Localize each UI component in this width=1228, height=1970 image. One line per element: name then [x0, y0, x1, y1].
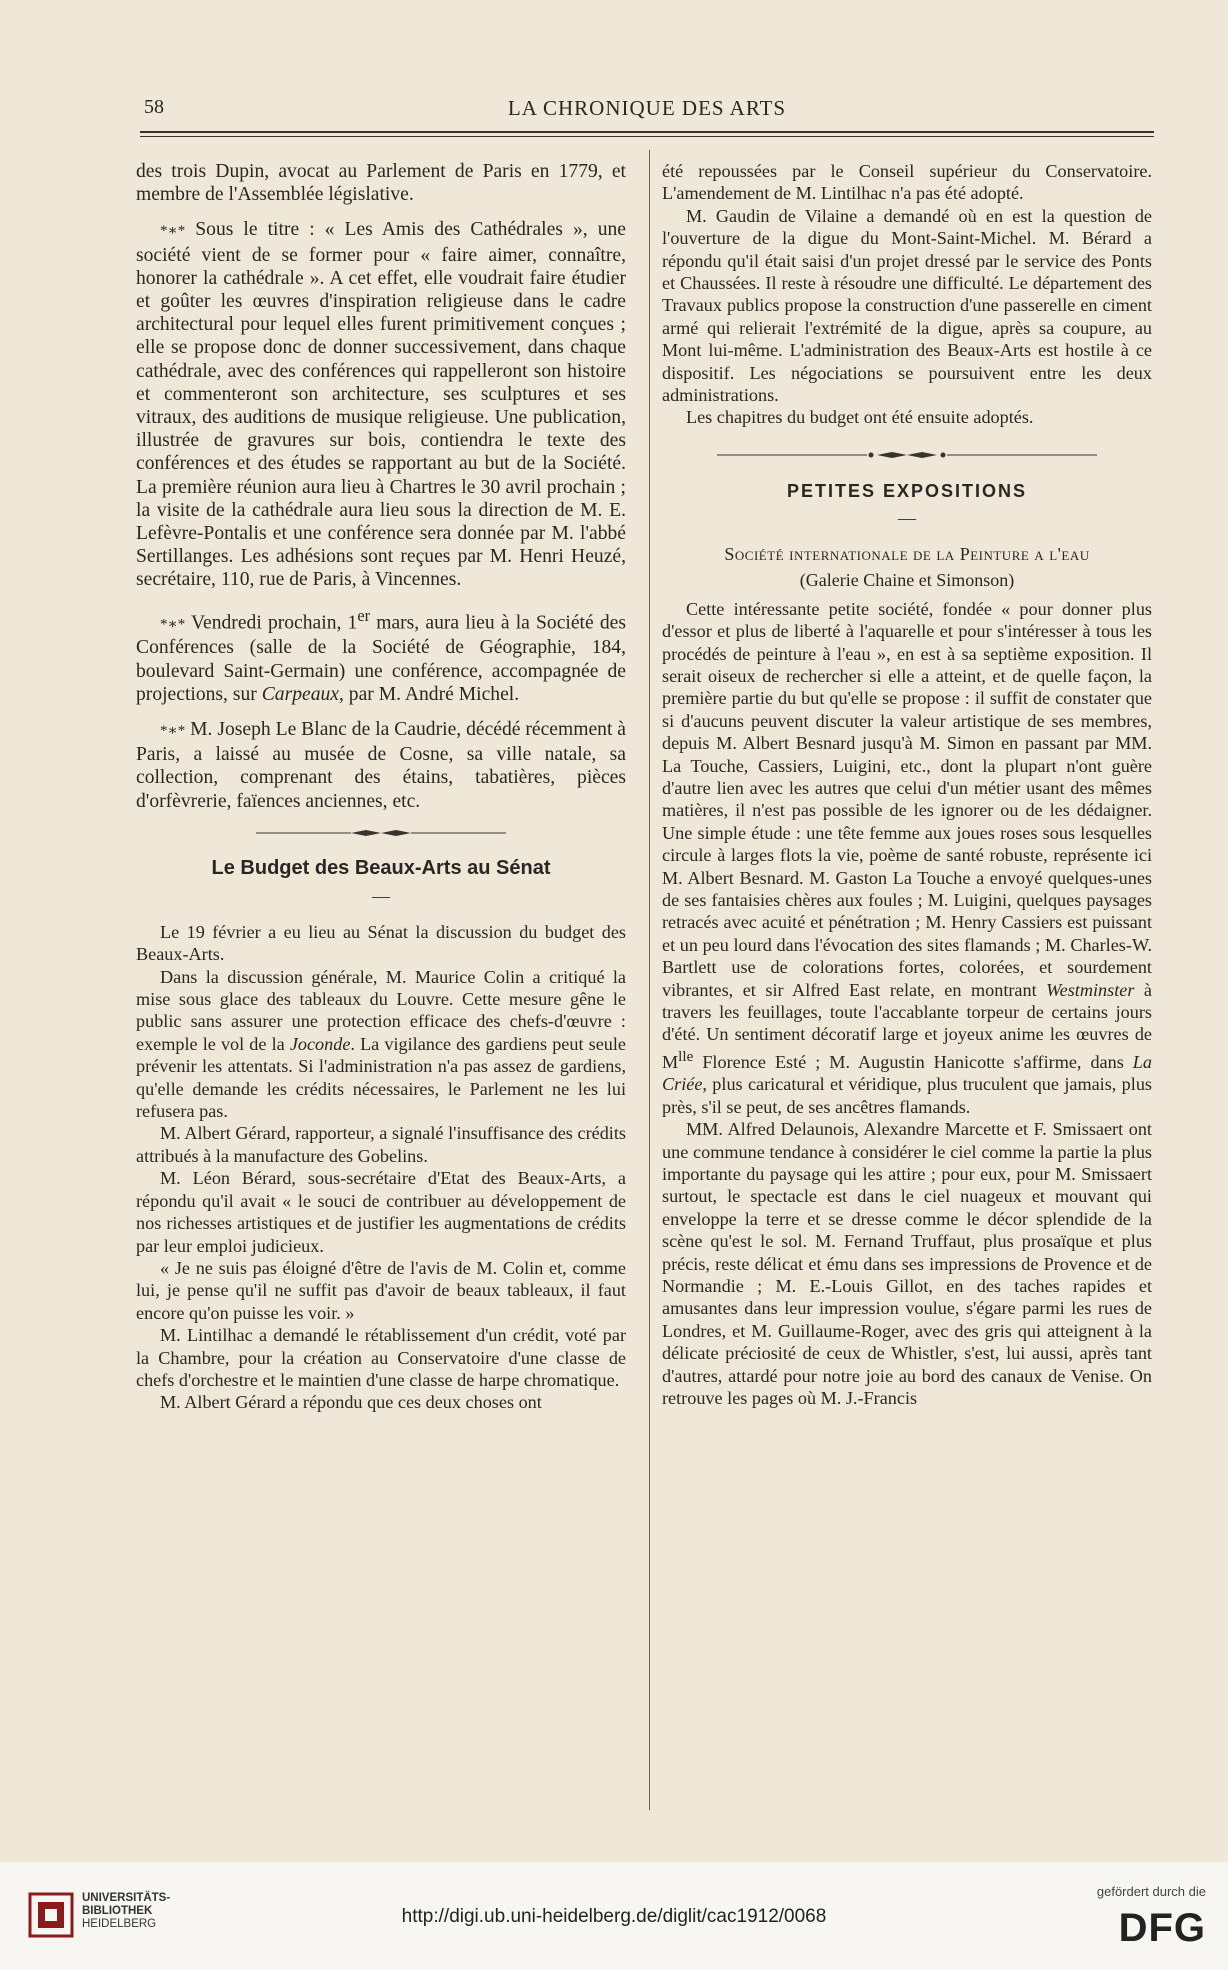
text: Florence Esté ; M. Augustin Hanicotte s'affirme, dans — [693, 1051, 1133, 1072]
dfg-caption: gefördert durch die — [1096, 1884, 1206, 1899]
paragraph-budget-6: M. Lintilhac a demandé le rétablissement d'un crédit, voté par la Chambre, pour la création au Conservatoire d'une classe de chefs d'orchestre et le maintien d'une classe de harpe chromatique. — [136, 1325, 626, 1390]
superscript: lle — [678, 1047, 694, 1065]
text: Cette intéressante petite société, fondée « pour donner plus d'essor et plus de liberté à l'aquarelle et pour s'intéresser à tous les procédés de peinture à l'eau », en est à sa septième exposition. Il serait oiseux de rechercher si elle a atteint, et de quelle façon, la première partie du but qu'elle se propose : il suffit de constater que si d'aucuns peuvent discuter la valeur artistique de ses membres, depuis M. Albert Besnard jusqu'à M. Simon en passant par MM. La Touche, Cassiers, Luigini, etc., dont la plupart n'ont guère d'autre lien avec les autres que celui d'un métier usant des mêmes matières, il n'est pas possible de les ignorer ou de les dédaigner. Une simple étude : une tête femme aux joues roses sous lesquelles circule à larges flots la vie, poème de santé robuste, représente ici M. Albert Besnard. M. Gaston La Touche a envoyé quelques-unes de ses fantaisies chères aux foules ; M. Luigini, quelques paysages retracés avec acuité et pénétration ; M. Henry Cassiers est puissant et un peu lourd dans l'évocation des sites flamands ; M. Charles-W. Bartlett use de colorations fortes, colorées, et sourdement vibrantes, et sir Alfred East relate, en montrant — [662, 598, 1152, 1000]
gallery-subheading: (Galerie Chaine et Simonson) — [799, 570, 1015, 591]
right-column — [662, 160, 1152, 1810]
footer-bar — [0, 1862, 1228, 1970]
text: Dans la discussion générale, M. Maurice Colin a critiqué la mise sous glace des tableaux du Louvre. Cette mesure gêne le public sans assurer une protection efficace des chefs-d'œuvre : exemple le vol de la — [136, 966, 626, 1054]
paragraph-le-blanc — [136, 718, 626, 813]
paragraph-budget-5: « Je ne suis pas éloigné d'être de l'avis de M. Colin et, comme lui, je pense qu'il ne suffit pas d'avoir de beaux tableaux, il faut encore qu'on puisse les voir. » — [136, 1257, 626, 1323]
uni-line: UNIVERSITÄTS- — [82, 1892, 171, 1904]
text: . La vigilance des gardiens peut seule prévenir les attentats. Si l'administration n'a pas assez de gardiens, qu'elle demande les crédits nécessaires, le Parlement ne les lui refusera pas. — [136, 1033, 626, 1122]
paragraph-mont-saint-michel: M. Gaudin de Vilaine a demandé où en est la question de l'ouverture de la digue du Mont-Saint-Michel. M. Bérard a répondu qu'il était saisi d'un projet dressé par le service des Ponts et Chaussées. Il reste à résoudre une difficulté. Le département des Travaux publics propose la construction d'une passerelle en ciment armé qui relierait l'extrémité de la digue, après sa coupure, au Mont lui-même. L'administration des Beaux-Arts est hostile à ce dispositif. Les négociations se poursuivent entre les deux administrations. — [662, 205, 1152, 406]
section-title-expositions: PETITES EXPOSITIONS — [786, 480, 1028, 501]
header-rule-thin — [140, 136, 1154, 137]
dfg-logo: DFG — [1118, 1906, 1206, 1950]
paragraph-budget-3: M. Albert Gérard, rapporteur, a signalé l'insuffisance des crédits attribués à la manufacture des Gobelins. — [136, 1123, 626, 1166]
paragraph-budget-7: M. Albert Gérard a répondu que ces deux choses ont — [160, 1392, 542, 1413]
asterism-icon: *∗* — [160, 616, 186, 633]
paragraph-budget-4: M. Léon Bérard, sous-secrétaire d'Etat des Beaux-Arts, a répondu qu'il avait « le souci de contribuer au développement de nos richesses artistiques et de justifier les augmentations de crédits par leur emploi judicieux. — [136, 1168, 626, 1256]
society-heading: Société internationale de la Peinture a l'eau — [724, 543, 1090, 564]
italic-title: Westminster — [1046, 979, 1135, 1000]
text: Vendredi prochain, 1 — [191, 612, 358, 634]
italic-title: Joconde — [289, 1033, 351, 1054]
paragraph-dupin: des trois Dupin, avocat au Parlement de Paris en 1779, et membre de l'Assemblée législative. — [136, 161, 626, 206]
column-divider — [649, 150, 650, 1810]
paragraph-budget-2 — [136, 966, 626, 1123]
uni-line: HEIDELBERG — [82, 1918, 157, 1930]
asterism-icon: *∗* — [160, 223, 186, 240]
source-url-link[interactable]: http://digi.ub.uni-heidelberg.de/diglit/cac1912/0068 — [401, 1906, 827, 1927]
section-dash: — — [898, 507, 916, 528]
header-rule — [140, 131, 1154, 133]
text: , plus caricatural et véridique, plus truculent que jamais, plus près, s'il se peut, de ses ancêtres flamands. — [662, 1074, 1152, 1117]
paragraph-budget-1: Le 19 février a eu lieu au Sénat la discussion du budget des Beaux-Arts. — [136, 921, 626, 965]
superscript: er — [357, 605, 371, 625]
paragraph-exposition-1 — [662, 598, 1152, 1118]
italic-title: La Criée — [662, 1051, 1152, 1095]
paragraph-amis-cathedrales — [136, 218, 626, 591]
section-dash: — — [372, 885, 390, 906]
text: à travers les feuillages, toute l'accablante torpeur de certains jours d'été. Un sentiment décoratif large et joyeux anime les œuvres de M — [662, 979, 1152, 1072]
paragraph-exposition-2: MM. Alfred Delaunois, Alexandre Marcette et F. Smissaert ont une commune tendance à considérer le ciel comme la partie la plus importante du paysage qui les attire ; pour eux, pour M. Smissaert surtout, le spectacle est dans le ciel nuageux et mouvant qui enveloppe la terre et se dresse comme le décor splendide de la scène qu'est le sol. M. Fernand Truffaut, plus prosaïque et plus précis, reste délicat et ému dans ses impressions de Provence et de Normandie ; M. E.-Louis Gillot, en des taches rapides et amusantes dans leur impression voulue, s'égare parmi les rues de Londres, et M. Guillaume-Roger, avec des gris qui atteignent à la délicate préciosité de ceux de Whistler, s'est, lui aussi, après tant d'autres, attardé pour notre joie au bord des canaux de Venise. On retrouve les pages où M. J.-Francis — [662, 1119, 1152, 1408]
running-title: LA CHRONIQUE DES ARTS — [507, 96, 787, 120]
paragraph-conference — [136, 604, 626, 706]
paragraph-budget-continued: été repoussées par le Conseil supérieur du Conservatoire. L'amendement de M. Lintilhac n'a pas été adopté. — [662, 161, 1152, 204]
page-header — [140, 92, 1154, 126]
paragraph-chapitres: Les chapitres du budget ont été ensuite adoptés. — [686, 407, 1034, 428]
uni-line: BIBLIOTHEK — [82, 1905, 153, 1917]
ornament-divider-icon — [662, 449, 1152, 465]
ornament-divider-icon — [136, 827, 626, 843]
page-number: 58 — [144, 96, 164, 118]
text: M. Joseph Le Blanc de la Caudrie, décédé récemment à Paris, a laissé au musée de Cosne, sa ville natale, sa collection, comprenant des étains, tabatières, pièces d'orfèvrerie, faïences anciennes, etc. — [136, 719, 626, 812]
asterism-icon: *∗* — [160, 723, 186, 739]
text: Sous le titre : « Les Amis des Cathédrales », une société vient de se former pour « faire aimer, connaître, honorer la cathédrale ». A cet effet, elle voudrait faire étudier et goûter les œuvres d'inspiration religieuse dans le cadre architectural pour lequel elles furent primitivement conçues ; elle se propose donc de donner successivement, dans chaque cathédrale, avec des conférences qui rappelleront son histoire et commenteront son architecture, ses sculptures et ses vitraux, des auditions de musique religieuse. Une publication, illustrée de gravures sur bois, contiendra le texte des conférences et des études se rapportant au but de la Société. La première réunion aura lieu à Chartres le 30 avril prochain ; la visite de la cathédrale aura lieu sous la direction de M. E. Lefèvre-Pontalis et une conférence sera donnée par M. l'abbé Sertillanges. Les adhésions sont reçues par M. Henri Heuzé, secrétaire, 110, rue de Paris, à Vincennes. — [136, 219, 626, 591]
text: mars, aura lieu à la Société des Conférences (salle de la Société de Géographie, 184, boulevard Saint-Germain) une conférence, accompagnée de projections, sur — [136, 612, 626, 705]
left-column — [136, 160, 626, 1810]
section-title-budget: Le Budget des Beaux-Arts au Sénat — [211, 856, 551, 879]
text: , par M. André Michel. — [339, 683, 520, 705]
italic-title: Carpeaux — [261, 683, 339, 705]
